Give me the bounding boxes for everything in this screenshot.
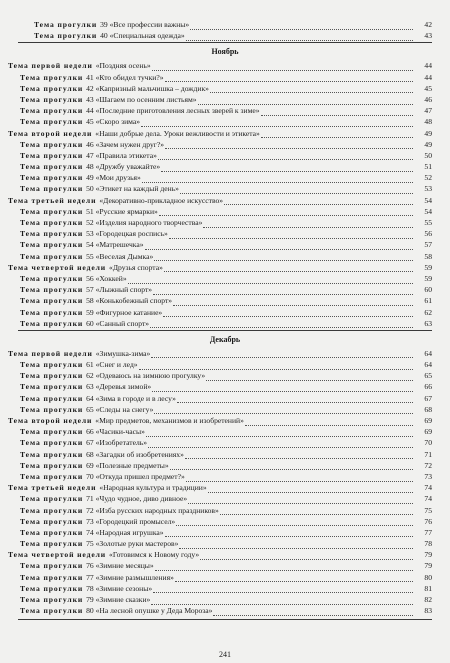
toc-walk-entry: [0, 161, 450, 172]
entry-label: Тема прогулки: [20, 606, 84, 616]
entry-title: 54 «Матрешечка»: [86, 240, 144, 250]
entry-page-number: 56: [424, 229, 432, 239]
entry-page-number: 48: [424, 117, 432, 127]
toc-walk-entry: [0, 516, 450, 527]
leader-dots: [139, 362, 413, 370]
entry-title: 73 «Городецкий промысел»: [86, 516, 176, 526]
toc-walk-entry: [0, 307, 450, 318]
toc-walk-entry: [0, 19, 450, 30]
entry-title: 52 «Изделия народного творчества»: [86, 218, 203, 227]
leader-dots: [206, 373, 413, 381]
entry-label: Тема прогулки: [20, 251, 84, 261]
leader-dots: [213, 608, 413, 616]
entry-title: 72 «Изба русских народных праздников»: [86, 505, 219, 515]
entry-title: 49 «Мои друзья»: [86, 173, 141, 183]
leader-dots: [165, 529, 413, 537]
entry-title: 76 «Зимние месяцы»: [86, 561, 154, 571]
entry-page-number: 70: [424, 438, 432, 448]
leader-dots: [188, 496, 413, 504]
toc-walk-entry: [0, 437, 450, 448]
toc-week-entry: [0, 549, 450, 560]
leader-dots: [208, 485, 413, 493]
entry-page-number: 50: [424, 150, 432, 160]
entry-page-number: 45: [424, 83, 432, 93]
entry-title: 62 «Одеваюсь на зимнюю прогулку»: [86, 371, 206, 381]
leader-dots: [142, 175, 413, 183]
entry-label: Тема прогулки: [20, 460, 84, 470]
entry-page-number: 59: [424, 262, 432, 272]
entry-page-number: 44: [424, 61, 432, 71]
toc-walk-entry: [0, 605, 450, 616]
entry-title: 60 «Санный спорт»: [86, 318, 150, 328]
entry-page-number: 64: [424, 360, 432, 370]
entry-label: Тема прогулки: [20, 240, 84, 250]
toc-walk-entry: [0, 72, 450, 83]
toc-walk-entry: [0, 172, 450, 183]
toc-walk-entry: [0, 426, 450, 437]
leader-dots: [151, 350, 413, 358]
entry-page-number: 78: [424, 539, 432, 549]
entry-title: 63 «Деревья зимой»: [86, 382, 152, 392]
entry-title: 64 «Зима в городе и в лесу»: [86, 393, 176, 403]
toc-walk-entry: [0, 273, 450, 284]
entry-label: Тема второй недели: [8, 416, 93, 425]
entry-label: Тема прогулки: [20, 505, 84, 515]
toc-walk-entry: [0, 239, 450, 250]
entry-page-number: 83: [424, 606, 432, 616]
entry-label: Тема прогулки: [20, 106, 84, 116]
entry-page-number: 58: [424, 251, 432, 261]
entry-title: «Поздняя осень»: [95, 61, 151, 71]
page-number: 241: [219, 650, 231, 659]
leader-dots: [203, 220, 413, 228]
leader-dots: [153, 287, 413, 295]
entry-label: Тема прогулки: [20, 393, 84, 403]
entry-page-number: 74: [424, 494, 432, 504]
entry-page-number: 79: [424, 561, 432, 571]
toc-walk-entry: [0, 251, 450, 262]
entry-label: Тема прогулки: [20, 382, 84, 392]
entry-label: Тема третьей недели: [8, 483, 97, 493]
entry-label: Тема прогулки: [20, 438, 84, 448]
entry-page-number: 81: [424, 583, 432, 593]
toc-walk-entry: [0, 572, 450, 583]
entry-label: Тема прогулки: [20, 218, 84, 227]
entry-title: «Зимушка-зима»: [95, 348, 151, 358]
leader-dots: [155, 563, 413, 571]
entry-label: Тема прогулки: [20, 494, 84, 504]
entry-label: Тема прогулки: [20, 184, 84, 194]
entry-title: «Друзья спорта»: [109, 262, 163, 272]
leader-dots: [152, 63, 413, 71]
leader-dots: [198, 97, 413, 105]
entry-title: 55 «Веселая Дымка»: [86, 251, 154, 261]
leader-dots: [141, 119, 413, 127]
entry-label: Тема прогулки: [20, 173, 84, 183]
leader-dots: [163, 309, 413, 317]
toc-walk-entry: [0, 381, 450, 392]
leader-dots: [152, 384, 413, 392]
entry-title: 39 «Все профессии важны»: [100, 20, 190, 29]
entry-page-number: 69: [424, 427, 432, 437]
leader-dots: [151, 597, 413, 605]
entry-title: 68 «Загадки об изобретениях»: [86, 449, 184, 459]
entry-page-number: 57: [424, 240, 432, 250]
entry-page-number: 44: [424, 72, 432, 82]
entry-label: Тема прогулки: [20, 162, 84, 172]
entry-label: Тема прогулки: [20, 527, 84, 537]
entry-label: Тема прогулки: [20, 296, 84, 306]
entry-page-number: 54: [424, 206, 432, 216]
leader-dots: [164, 264, 413, 272]
leader-dots: [261, 108, 413, 116]
toc-week-entry: [0, 348, 450, 359]
entry-title: 66 «Часики-часы»: [86, 427, 145, 437]
entry-label: Тема прогулки: [20, 307, 84, 317]
entry-page-number: 61: [424, 296, 432, 306]
entry-label: Тема прогулки: [20, 360, 84, 370]
toc-walk-entry: [0, 284, 450, 295]
entry-title: 50 «Этикет на каждый день»: [86, 184, 179, 194]
toc-walk-entry: [0, 318, 450, 329]
entry-label: Тема прогулки: [20, 150, 84, 160]
entry-label: Тема прогулки: [20, 471, 84, 481]
entry-title: 78 «Зимние сезоны»: [86, 583, 153, 593]
entry-page-number: 77: [424, 527, 432, 537]
toc-walk-entry: [0, 560, 450, 571]
leader-dots: [177, 395, 413, 403]
entry-title: 41 «Кто обидел тучки?»: [86, 72, 164, 82]
leader-dots: [165, 74, 413, 82]
entry-title: 69 «Полезные предметы»: [86, 460, 169, 470]
month-heading: Декабрь: [209, 334, 241, 344]
leader-dots: [245, 418, 413, 426]
entry-page-number: 46: [424, 94, 432, 104]
entry-page-number: 42: [424, 20, 432, 29]
entry-page-number: 54: [424, 195, 432, 205]
leader-dots: [150, 320, 413, 328]
entry-title: «Народная культура и традиции»: [99, 483, 207, 493]
leader-dots: [165, 141, 413, 149]
entry-title: 44 «Последние приготовления лесных зверей к зиме»: [86, 106, 260, 116]
entry-page-number: 80: [424, 572, 432, 582]
leader-dots: [186, 474, 413, 482]
entry-page-number: 49: [424, 128, 432, 138]
entry-label: Тема прогулки: [20, 285, 84, 295]
leader-dots: [176, 518, 413, 526]
entry-label: Тема прогулки: [20, 516, 84, 526]
leader-dots: [158, 152, 413, 160]
toc-week-entry: [0, 128, 450, 139]
table-of-contents: [0, 19, 450, 620]
leader-dots: [173, 298, 413, 306]
entry-label: Тема прогулки: [20, 371, 84, 381]
entry-page-number: 67: [424, 393, 432, 403]
leader-dots: [154, 253, 413, 261]
entry-title: 70 «Откуда пришел предмет?»: [86, 471, 185, 481]
entry-page-number: 49: [424, 139, 432, 149]
leader-dots: [190, 22, 413, 30]
entry-label: Тема прогулки: [20, 595, 84, 604]
entry-title: 77 «Зимние размышления»: [86, 572, 174, 582]
entry-page-number: 65: [424, 371, 432, 381]
entry-title: 59 «Фигурное катание»: [86, 307, 163, 317]
entry-title: 42 «Капризный мальчишка – дождик»: [86, 83, 209, 93]
entry-title: 58 «Конькобежный спорт»: [86, 296, 173, 306]
leader-dots: [148, 440, 413, 448]
toc-walk-entry: [0, 94, 450, 105]
entry-page-number: 69: [424, 416, 432, 425]
entry-page-number: 53: [424, 184, 432, 194]
toc-walk-entry: [0, 404, 450, 415]
entry-title: «Готовимся к Новому году»: [109, 550, 200, 560]
toc-walk-entry: [0, 217, 450, 228]
entry-title: 71 «Чудо чудное, диво дивное»: [86, 494, 188, 504]
entry-label: Тема прогулки: [20, 427, 84, 437]
entry-title: 65 «Следы на снегу»: [86, 404, 154, 414]
toc-week-entry: [0, 262, 450, 273]
entry-title: 67 «Изобретатель»: [86, 438, 148, 448]
toc-walk-entry: [0, 295, 450, 306]
entry-label: Тема второй недели: [8, 128, 93, 138]
toc-walk-entry: [0, 83, 450, 94]
toc-week-entry: [0, 60, 450, 71]
leader-dots: [261, 130, 413, 138]
entry-label: Тема прогулки: [20, 94, 84, 104]
toc-walk-entry: [0, 183, 450, 194]
entry-label: Тема прогулки: [34, 31, 98, 41]
entry-label: Тема прогулки: [20, 539, 84, 549]
toc-walk-entry: [0, 538, 450, 549]
leader-dots: [146, 429, 413, 437]
entry-label: Тема прогулки: [20, 117, 84, 127]
entry-title: 57 «Лыжный спорт»: [86, 285, 153, 295]
entry-label: Тема прогулки: [20, 229, 84, 239]
toc-walk-entry: [0, 505, 450, 516]
entry-page-number: 76: [424, 516, 432, 526]
toc-walk-entry: [0, 527, 450, 538]
entry-title: «Наши добрые дела. Уроки вежливости и этикета»: [95, 128, 260, 138]
leader-dots: [200, 552, 413, 560]
toc-walk-entry: [0, 105, 450, 116]
entry-label: Тема прогулки: [20, 449, 84, 459]
toc-walk-entry: [0, 471, 450, 482]
month-heading: Ноябрь: [211, 47, 239, 57]
leader-dots: [159, 208, 413, 216]
entry-label: Тема прогулки: [20, 404, 84, 414]
leader-dots: [179, 541, 413, 549]
toc-walk-entry: [0, 116, 450, 127]
entry-title: 40 «Специальная одежда»: [100, 31, 185, 41]
toc-walk-entry: [0, 449, 450, 460]
entry-page-number: 79: [424, 550, 432, 560]
entry-label: Тема прогулки: [20, 318, 84, 328]
entry-page-number: 75: [424, 505, 432, 515]
toc-walk-entry: [0, 393, 450, 404]
entry-page-number: 66: [424, 382, 432, 392]
leader-dots: [153, 585, 413, 593]
entry-label: Тема прогулки: [20, 83, 84, 93]
entry-label: Тема прогулки: [20, 139, 84, 149]
leader-dots: [210, 85, 413, 93]
entry-page-number: 82: [424, 595, 432, 604]
entry-label: Тема прогулки: [20, 583, 84, 593]
entry-label: Тема прогулки: [20, 206, 84, 216]
toc-walk-entry: [0, 206, 450, 217]
toc-walk-entry: [0, 359, 450, 370]
entry-label: Тема прогулки: [20, 72, 84, 82]
toc-walk-entry: [0, 370, 450, 381]
entry-page-number: 68: [424, 404, 432, 414]
entry-title: 80 «На лесной опушке у Деда Мороза»: [86, 606, 213, 616]
entry-title: 74 «Народная игрушка»: [86, 527, 164, 537]
entry-page-number: 47: [424, 106, 432, 116]
toc-walk-entry: [0, 228, 450, 239]
entry-title: 48 «Дружбу уважайте»: [86, 162, 161, 172]
section-divider: [18, 619, 432, 620]
entry-title: 53 «Городецкая роспись»: [86, 229, 168, 239]
leader-dots: [180, 186, 413, 194]
entry-label: Тема третьей недели: [8, 195, 97, 205]
leader-dots: [175, 574, 413, 582]
entry-page-number: 64: [424, 348, 432, 358]
entry-page-number: 63: [424, 318, 432, 328]
leader-dots: [128, 276, 413, 284]
entry-title: 47 «Правила этикета»: [86, 150, 157, 160]
entry-page-number: 71: [424, 449, 432, 459]
entry-page-number: 72: [424, 460, 432, 470]
entry-page-number: 52: [424, 173, 432, 183]
leader-dots: [154, 406, 413, 414]
leader-dots: [186, 33, 413, 41]
entry-label: Тема прогулки: [20, 561, 84, 571]
entry-title: 51 «Русские ярмарки»: [86, 206, 158, 216]
entry-label: Тема четвертой недели: [8, 262, 107, 272]
leader-dots: [170, 462, 413, 470]
leader-dots: [185, 451, 413, 459]
entry-title: 43 «Шагаем по осенним листьям»: [86, 94, 197, 104]
entry-title: 61 «Снег и лед»: [86, 360, 138, 370]
toc-walk-entry: [0, 460, 450, 471]
entry-label: Тема прогулки: [20, 273, 84, 283]
toc-walk-entry: [0, 594, 450, 605]
leader-dots: [169, 231, 413, 239]
toc-walk-entry: [0, 30, 450, 41]
entry-page-number: 62: [424, 307, 432, 317]
entry-title: 56 «Хоккей»: [86, 273, 127, 283]
entry-page-number: 73: [424, 471, 432, 481]
entry-title: 79 «Зимние сказки»: [86, 595, 151, 604]
entry-page-number: 59: [424, 273, 432, 283]
leader-dots: [161, 164, 413, 172]
entry-title: 46 «Зачем нужен друг?»: [86, 139, 165, 149]
leader-dots: [224, 197, 413, 205]
leader-dots: [145, 242, 413, 250]
toc-walk-entry: [0, 150, 450, 161]
entry-title: 75 «Золотые руки мастеров»: [86, 539, 179, 549]
toc-week-entry: [0, 415, 450, 426]
entry-label: Тема первой недели: [8, 61, 93, 71]
toc-walk-entry: [0, 583, 450, 594]
toc-walk-entry: [0, 139, 450, 150]
entry-title: «Декоративно-прикладное искусство»: [99, 195, 224, 205]
entry-page-number: 43: [424, 31, 432, 41]
toc-week-entry: [0, 482, 450, 493]
entry-title: 45 «Скоро зима»: [86, 117, 141, 127]
toc-walk-entry: [0, 493, 450, 504]
entry-title: «Мир предметов, механизмов и изобретений»: [95, 416, 244, 425]
entry-page-number: 55: [424, 218, 432, 227]
entry-page-number: 51: [424, 162, 432, 172]
entry-page-number: 74: [424, 483, 432, 493]
entry-page-number: 60: [424, 285, 432, 295]
leader-dots: [220, 507, 413, 515]
toc-week-entry: [0, 195, 450, 206]
entry-label: Тема четвертой недели: [8, 550, 107, 560]
entry-label: Тема прогулки: [34, 20, 98, 29]
entry-label: Тема первой недели: [8, 348, 93, 358]
entry-label: Тема прогулки: [20, 572, 84, 582]
